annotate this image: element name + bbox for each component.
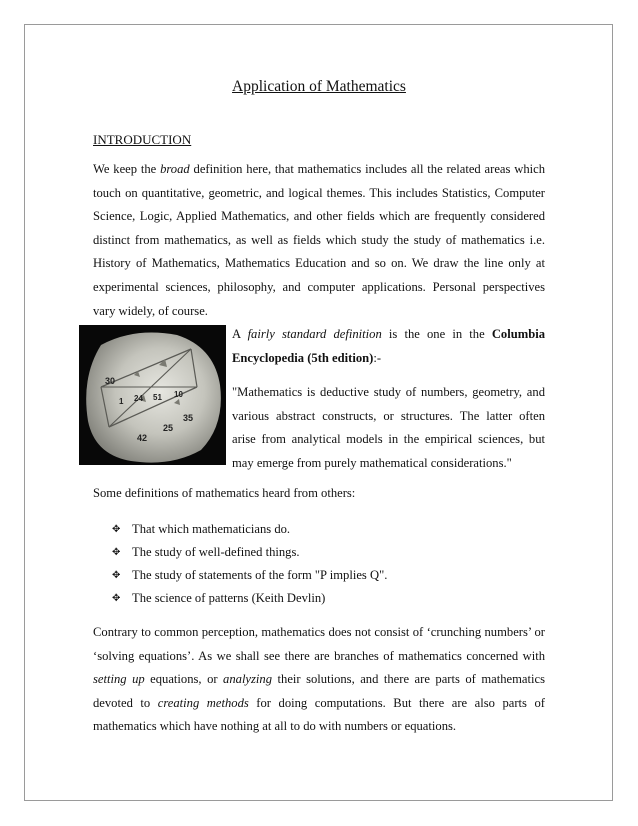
list-item	[112, 518, 387, 541]
diamond-bullet-icon: ✥	[112, 524, 121, 535]
side-text-b: is the one in the	[381, 327, 492, 341]
tablet-number: 24	[134, 394, 143, 403]
closing-emphasis-setting-up: setting up	[93, 672, 145, 687]
diamond-bullet-icon: ✥	[112, 593, 121, 604]
list-item-text: That which mathematicians do.	[132, 522, 291, 536]
list-item	[112, 541, 387, 564]
side-text-c: :-	[373, 350, 382, 365]
definitions-list	[112, 518, 387, 610]
intro-heading: INTRODUCTION	[93, 132, 192, 147]
diamond-bullet-icon: ✥	[112, 570, 121, 581]
closing-text-1: Contrary to common perception, mathematics does not consist of ‘crunching numbers’ or ‘solving equations’. As we shall see there are branches of mathematics concerned with	[93, 625, 545, 663]
closing-paragraph	[93, 621, 545, 739]
side-text-a: A	[232, 327, 248, 341]
definition-quote: "Mathematics is deductive study of numbers, geometry, and various abstract constructs, or structures. The latter often arise from analytical models in the empirical sciences, but may emerge from purely mathematical considerations."	[232, 385, 545, 470]
tablet-number: 1	[119, 397, 124, 406]
encyclopedia-name: Columbia Encyclopedia (5th edition)	[232, 327, 545, 365]
side-emphasis: fairly standard definition	[247, 327, 382, 341]
closing-text-2: equations, or	[144, 672, 224, 687]
definition-intro	[232, 323, 545, 370]
tablet-number: 51	[153, 393, 162, 402]
tablet-number: 25	[163, 423, 174, 433]
diamond-bullet-icon: ✥	[112, 547, 121, 558]
tablet-number: 10	[174, 390, 183, 399]
intro-emphasis-broad: broad	[160, 162, 190, 176]
definitions-intro: Some definitions of mathematics heard from others:	[93, 486, 356, 500]
list-item-text: The study of statements of the form "P implies Q".	[132, 568, 388, 582]
list-item	[112, 587, 387, 610]
closing-emphasis-creating-methods: creating methods	[157, 695, 249, 710]
intro-paragraph	[93, 158, 545, 323]
tablet-number: 42	[137, 433, 148, 443]
closing-text-3: their solutions, and there are parts of mathematics devoted to	[93, 672, 545, 710]
babylonian-tablet-image	[79, 325, 226, 465]
list-item-text: The science of patterns (Keith Devlin)	[132, 591, 326, 605]
closing-emphasis-analyzing: analyzing	[223, 672, 273, 687]
intro-text-2: definition here, that mathematics includes all the related areas which touch on quantitative, geometric, and logical themes. This includes Statistics, Computer Science, Logic, Applied Mathematics, and other fields which are frequently considered distinct from mathematics, as well as fields which study the study of mathematics i.e. History of Mathematics, Mathematics Education and so on. We draw the line only at experimental sciences, philosophy, and computer applications. Personal perspectives vary widely, of course.	[93, 162, 546, 318]
document-title: Application of Mathematics	[232, 78, 406, 95]
intro-text-1: We keep the	[93, 162, 161, 176]
tablet-number: 30	[105, 376, 116, 386]
list-item-text: The study of well-defined things.	[132, 545, 300, 559]
closing-text-4: for doing computations. But there are also parts of mathematics which have nothing at all to do with numbers or equations.	[93, 695, 545, 734]
list-item	[112, 564, 387, 587]
tablet-number: 35	[183, 413, 194, 423]
tablet-illustration	[79, 325, 226, 465]
